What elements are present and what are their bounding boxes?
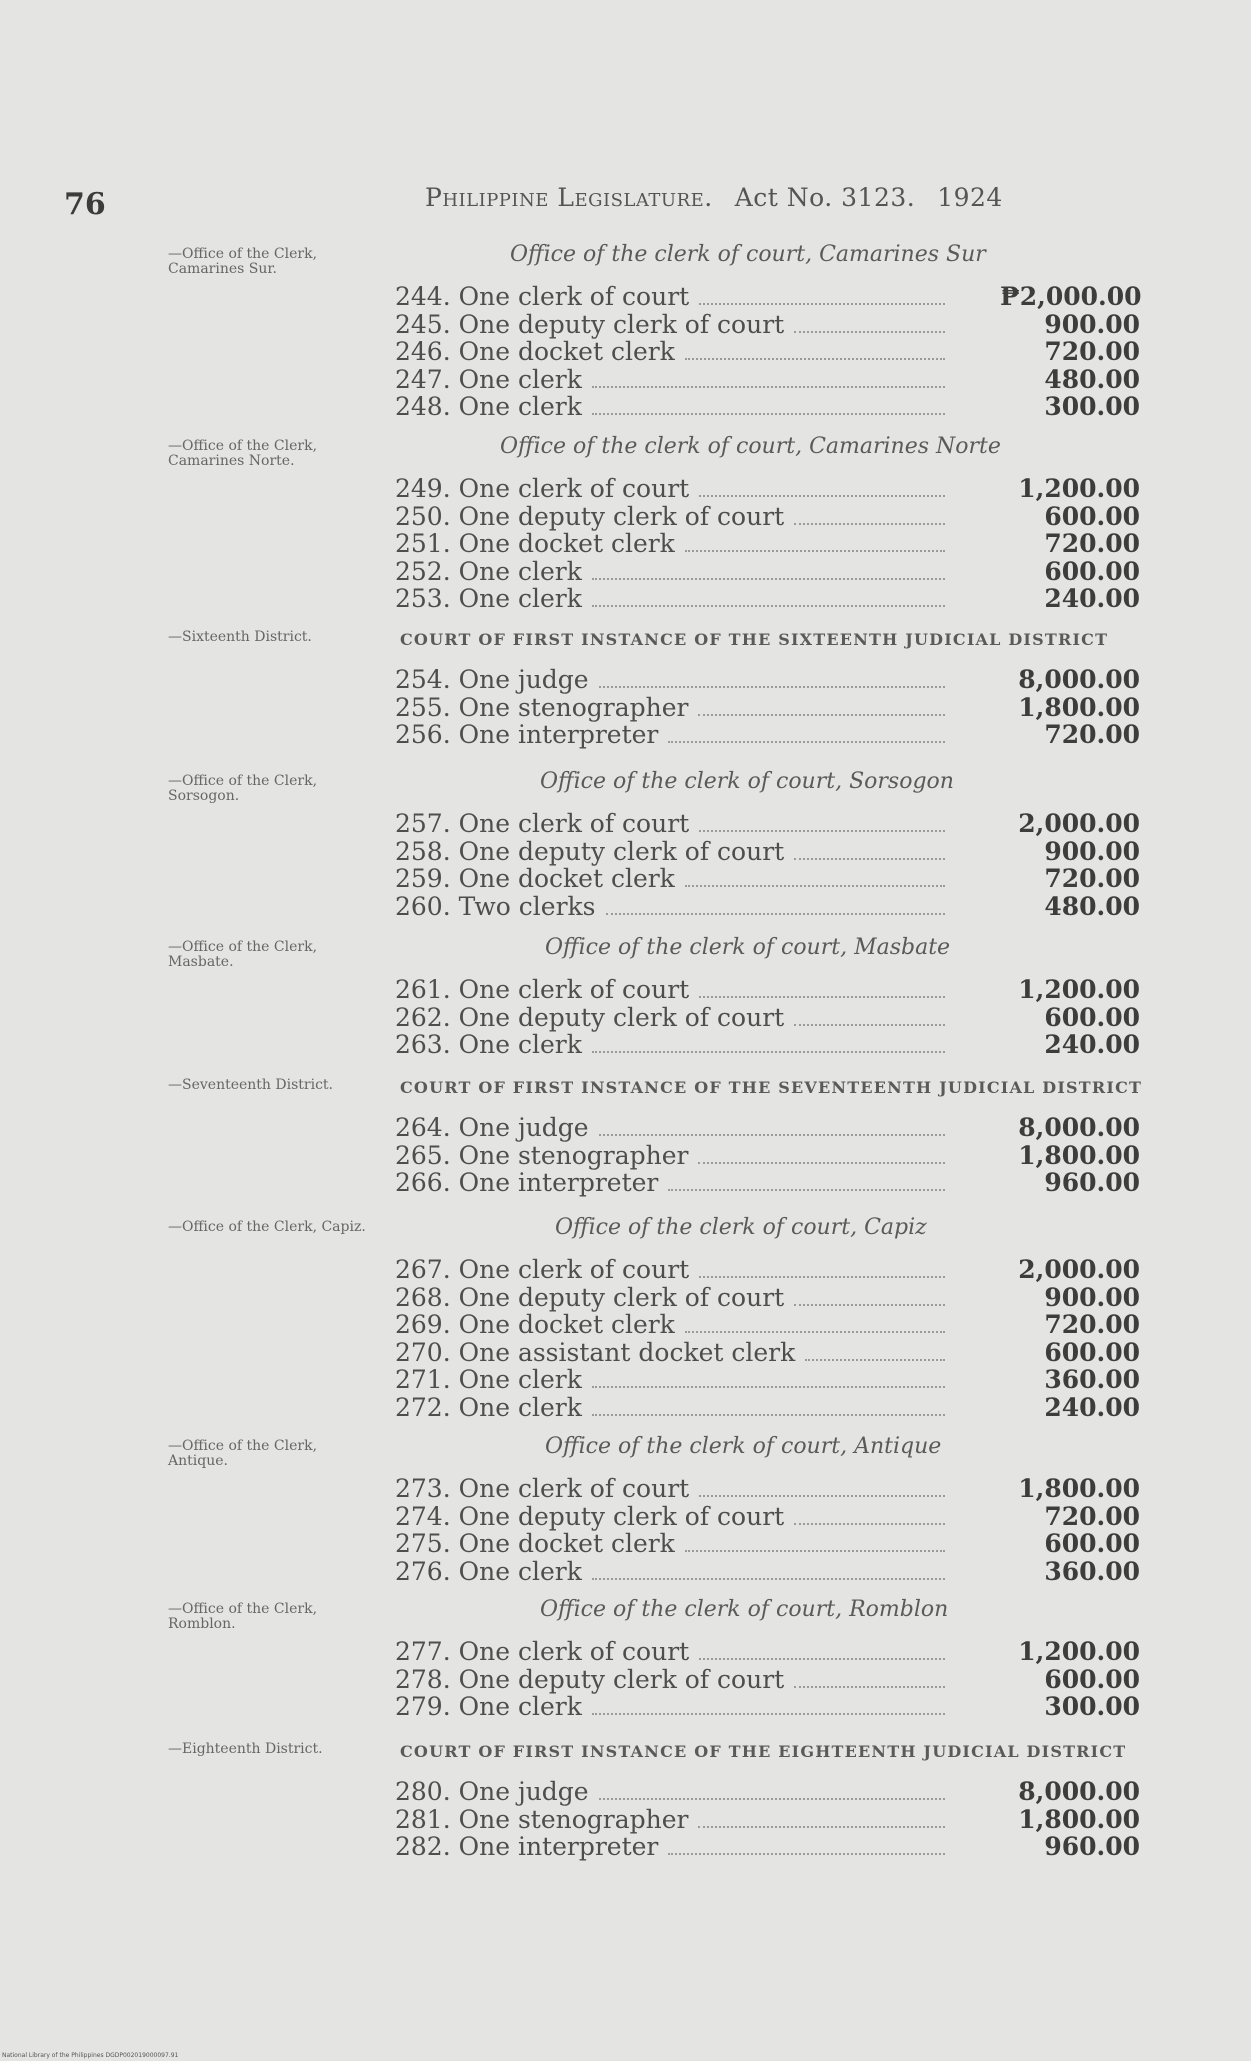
item-list [395, 1475, 1140, 1585]
item-amount: 480.00 [1044, 891, 1140, 921]
item-list [395, 1114, 1140, 1197]
list-item [395, 1339, 1140, 1367]
dot-leader [606, 913, 945, 915]
section-heading: COURT OF FIRST INSTANCE OF THE EIGHTEENTH JUDICIAL DISTRICT [400, 1742, 1127, 1761]
item-label: 259. One docket clerk [395, 864, 675, 893]
item-amount: 600.00 [1044, 1002, 1140, 1032]
dot-leader [599, 1134, 945, 1136]
item-label: 260. Two clerks [395, 891, 596, 921]
list-item [395, 1256, 1140, 1284]
item-label: 265. One stenographer [395, 1140, 689, 1170]
list-item [395, 1004, 1140, 1032]
item-list [395, 1778, 1140, 1861]
dot-leader [685, 1331, 945, 1333]
item-label: 262. One deputy clerk of court [395, 1002, 785, 1032]
section-heading: Office of the clerk of court, Masbate [545, 935, 951, 960]
item-label: 263. One clerk [395, 1030, 582, 1059]
dot-leader [794, 1686, 945, 1688]
item-amount: 2,000.00 [1018, 1255, 1140, 1284]
dot-leader [699, 1495, 945, 1497]
item-label: 257. One clerk of court [395, 809, 690, 838]
list-item [395, 1638, 1140, 1666]
item-label: 248. One clerk [395, 392, 582, 421]
item-label: 245. One deputy clerk of court [395, 309, 785, 339]
item-label: 276. One clerk [395, 1556, 582, 1586]
list-item [395, 1833, 1140, 1861]
section-heading: Office of the clerk of court, Capiz [555, 1215, 927, 1240]
list-item [395, 311, 1140, 339]
item-amount: 600.00 [1044, 1529, 1140, 1558]
item-amount: 300.00 [1044, 1692, 1140, 1721]
item-amount: 240.00 [1044, 584, 1140, 613]
item-amount: 1,800.00 [1018, 1140, 1140, 1170]
item-amount: 1,800.00 [1018, 1804, 1140, 1834]
list-item [395, 1284, 1140, 1312]
item-label: 269. One docket clerk [395, 1310, 675, 1339]
list-item [395, 585, 1140, 613]
item-list [395, 475, 1140, 613]
item-amount: 600.00 [1044, 556, 1140, 586]
list-item [395, 503, 1140, 531]
dot-leader [592, 1414, 945, 1416]
list-item [395, 1169, 1140, 1197]
item-amount: 1,800.00 [1018, 692, 1140, 722]
list-item [395, 1666, 1140, 1694]
item-label: 280. One judge [395, 1777, 589, 1806]
dot-leader [685, 550, 945, 552]
margin-note: —Seventeenth District. [168, 1077, 333, 1093]
list-item [395, 338, 1140, 366]
list-item [395, 1503, 1140, 1531]
margin-note: —Office of the Clerk, Capiz. [168, 1219, 366, 1235]
list-item [395, 721, 1140, 749]
item-list [395, 1256, 1140, 1421]
margin-note: —Office of the Clerk, Antique. [168, 1438, 318, 1469]
item-amount: 1,200.00 [1018, 474, 1140, 503]
item-label: 271. One clerk [395, 1365, 582, 1394]
item-amount: 360.00 [1044, 1365, 1140, 1394]
item-label: 261. One clerk of court [395, 975, 690, 1004]
item-label: 272. One clerk [395, 1392, 582, 1422]
item-amount: 720.00 [1044, 1501, 1140, 1531]
item-list [395, 810, 1140, 920]
item-amount: 8,000.00 [1018, 1113, 1140, 1142]
list-item [395, 810, 1140, 838]
item-label: 258. One deputy clerk of court [395, 836, 785, 866]
dot-leader [592, 1386, 945, 1388]
item-amount: 720.00 [1044, 720, 1140, 749]
item-label: 250. One deputy clerk of court [395, 501, 785, 531]
dot-leader [685, 358, 945, 360]
margin-note: —Sixteenth District. [168, 629, 312, 645]
list-item [395, 838, 1140, 866]
list-item [395, 666, 1140, 694]
item-amount: 900.00 [1044, 836, 1140, 866]
list-item [395, 1475, 1140, 1503]
dot-leader [699, 495, 945, 497]
dot-leader [794, 858, 945, 860]
margin-note: —Office of the Clerk, Camarines Sur. [168, 246, 318, 277]
margin-note: —Eighteenth District. [168, 1741, 323, 1757]
dot-leader [794, 331, 945, 333]
item-amount: 720.00 [1044, 1310, 1140, 1339]
list-item [395, 865, 1140, 893]
list-item [395, 694, 1140, 722]
item-amount: 2,000.00 [1018, 809, 1140, 838]
section-heading: COURT OF FIRST INSTANCE OF THE SEVENTEENTH JUDICIAL DISTRICT [400, 1078, 1143, 1097]
dot-leader [698, 1826, 945, 1828]
dot-leader [699, 830, 945, 832]
item-label: 273. One clerk of court [395, 1474, 690, 1503]
item-amount: 300.00 [1044, 392, 1140, 421]
dot-leader [699, 1276, 945, 1278]
dot-leader [698, 1162, 945, 1164]
item-amount: 8,000.00 [1018, 665, 1140, 694]
dot-leader [685, 885, 945, 887]
item-amount: 900.00 [1044, 309, 1140, 339]
running-head-year: 1924 [937, 183, 1003, 212]
item-label: 264. One judge [395, 1113, 589, 1142]
section-heading: Office of the clerk of court, Sorsogon [540, 769, 954, 794]
list-item [395, 475, 1140, 503]
dot-leader [794, 1304, 945, 1306]
dot-leader [794, 1024, 945, 1026]
item-label: 255. One stenographer [395, 692, 689, 722]
section-heading: Office of the clerk of court, Camarines Norte [500, 434, 1001, 459]
item-label: 249. One clerk of court [395, 474, 690, 503]
item-label: 247. One clerk [395, 364, 582, 394]
item-label: 246. One docket clerk [395, 337, 675, 366]
item-label: 274. One deputy clerk of court [395, 1501, 785, 1531]
page-number: 76 [64, 187, 106, 222]
list-item [395, 1693, 1140, 1721]
item-label: 277. One clerk of court [395, 1637, 690, 1666]
dot-leader [592, 1051, 945, 1053]
list-item [395, 1114, 1140, 1142]
list-item [395, 530, 1140, 558]
list-item [395, 1031, 1140, 1059]
margin-note: —Office of the Clerk, Camarines Norte. [168, 438, 318, 469]
list-item [395, 1806, 1140, 1834]
section-heading: Office of the clerk of court, Camarines Sur [510, 242, 986, 267]
item-amount: 720.00 [1044, 864, 1140, 893]
section-heading: Office of the clerk of court, Romblon [540, 1597, 949, 1622]
dot-leader [592, 413, 945, 415]
dot-leader [592, 1713, 945, 1715]
dot-leader [794, 1523, 945, 1525]
list-item [395, 1366, 1140, 1394]
item-amount: ₱2,000.00 [1000, 282, 1142, 311]
list-item [395, 366, 1140, 394]
item-label: 281. One stenographer [395, 1804, 689, 1834]
list-item [395, 393, 1140, 421]
item-label: 278. One deputy clerk of court [395, 1664, 785, 1694]
item-label: 256. One interpreter [395, 720, 659, 749]
section-heading: Office of the clerk of court, Antique [545, 1434, 942, 1459]
dot-leader [685, 1550, 945, 1552]
item-label: 282. One interpreter [395, 1832, 659, 1861]
dot-leader [592, 386, 945, 388]
section-heading: COURT OF FIRST INSTANCE OF THE SIXTEENTH JUDICIAL DISTRICT [400, 630, 1109, 649]
item-amount: 1,200.00 [1018, 1637, 1140, 1666]
item-label: 253. One clerk [395, 584, 582, 613]
item-label: 275. One docket clerk [395, 1529, 675, 1558]
item-amount: 1,800.00 [1018, 1474, 1140, 1503]
dot-leader [668, 1853, 945, 1855]
list-item [395, 893, 1140, 921]
list-item [395, 1394, 1140, 1422]
list-item [395, 1530, 1140, 1558]
item-list [395, 1638, 1140, 1721]
dot-leader [599, 1798, 945, 1800]
list-item [395, 283, 1140, 311]
item-amount: 720.00 [1044, 337, 1140, 366]
dot-leader [794, 523, 945, 525]
dot-leader [599, 686, 945, 688]
dot-leader [699, 996, 945, 998]
running-head [425, 183, 1125, 212]
item-label: 244. One clerk of court [395, 282, 690, 311]
item-amount: 8,000.00 [1018, 1777, 1140, 1806]
item-label: 268. One deputy clerk of court [395, 1282, 785, 1312]
item-amount: 480.00 [1044, 364, 1140, 394]
item-amount: 1,200.00 [1018, 975, 1140, 1004]
item-amount: 600.00 [1044, 501, 1140, 531]
item-list [395, 666, 1140, 749]
item-label: 251. One docket clerk [395, 529, 675, 558]
running-head-act: Act No. 3123. [734, 183, 916, 212]
item-amount: 600.00 [1044, 1337, 1140, 1367]
scan-footer: National Library of the Philippines DGDP002019000097.91 [2, 2052, 179, 2059]
item-label: 254. One judge [395, 665, 589, 694]
margin-note: —Office of the Clerk, Sorsogon. [168, 773, 318, 804]
item-amount: 900.00 [1044, 1282, 1140, 1312]
list-item [395, 1311, 1140, 1339]
item-amount: 240.00 [1044, 1392, 1140, 1422]
item-label: 270. One assistant docket clerk [395, 1337, 796, 1367]
dot-leader [592, 578, 945, 580]
item-amount: 960.00 [1044, 1168, 1140, 1197]
item-label: 267. One clerk of court [395, 1255, 690, 1284]
item-list [395, 976, 1140, 1059]
item-amount: 960.00 [1044, 1832, 1140, 1861]
item-amount: 240.00 [1044, 1030, 1140, 1059]
item-label: 266. One interpreter [395, 1168, 659, 1197]
item-label: 279. One clerk [395, 1692, 582, 1721]
dot-leader [698, 714, 945, 716]
dot-leader [668, 741, 945, 743]
running-head-title: Philippine Legislature. [425, 183, 713, 212]
item-label: 252. One clerk [395, 556, 582, 586]
list-item [395, 1142, 1140, 1170]
dot-leader [668, 1189, 945, 1191]
dot-leader [592, 1578, 945, 1580]
margin-note: —Office of the Clerk, Romblon. [168, 1601, 318, 1632]
dot-leader [592, 605, 945, 607]
margin-note: —Office of the Clerk, Masbate. [168, 939, 318, 970]
item-list [395, 283, 1140, 421]
dot-leader [699, 1658, 945, 1660]
list-item [395, 1778, 1140, 1806]
dot-leader [699, 303, 945, 305]
item-amount: 720.00 [1044, 529, 1140, 558]
list-item [395, 558, 1140, 586]
dot-leader [805, 1359, 945, 1361]
item-amount: 600.00 [1044, 1664, 1140, 1694]
list-item [395, 1558, 1140, 1586]
list-item [395, 976, 1140, 1004]
item-amount: 360.00 [1044, 1556, 1140, 1586]
